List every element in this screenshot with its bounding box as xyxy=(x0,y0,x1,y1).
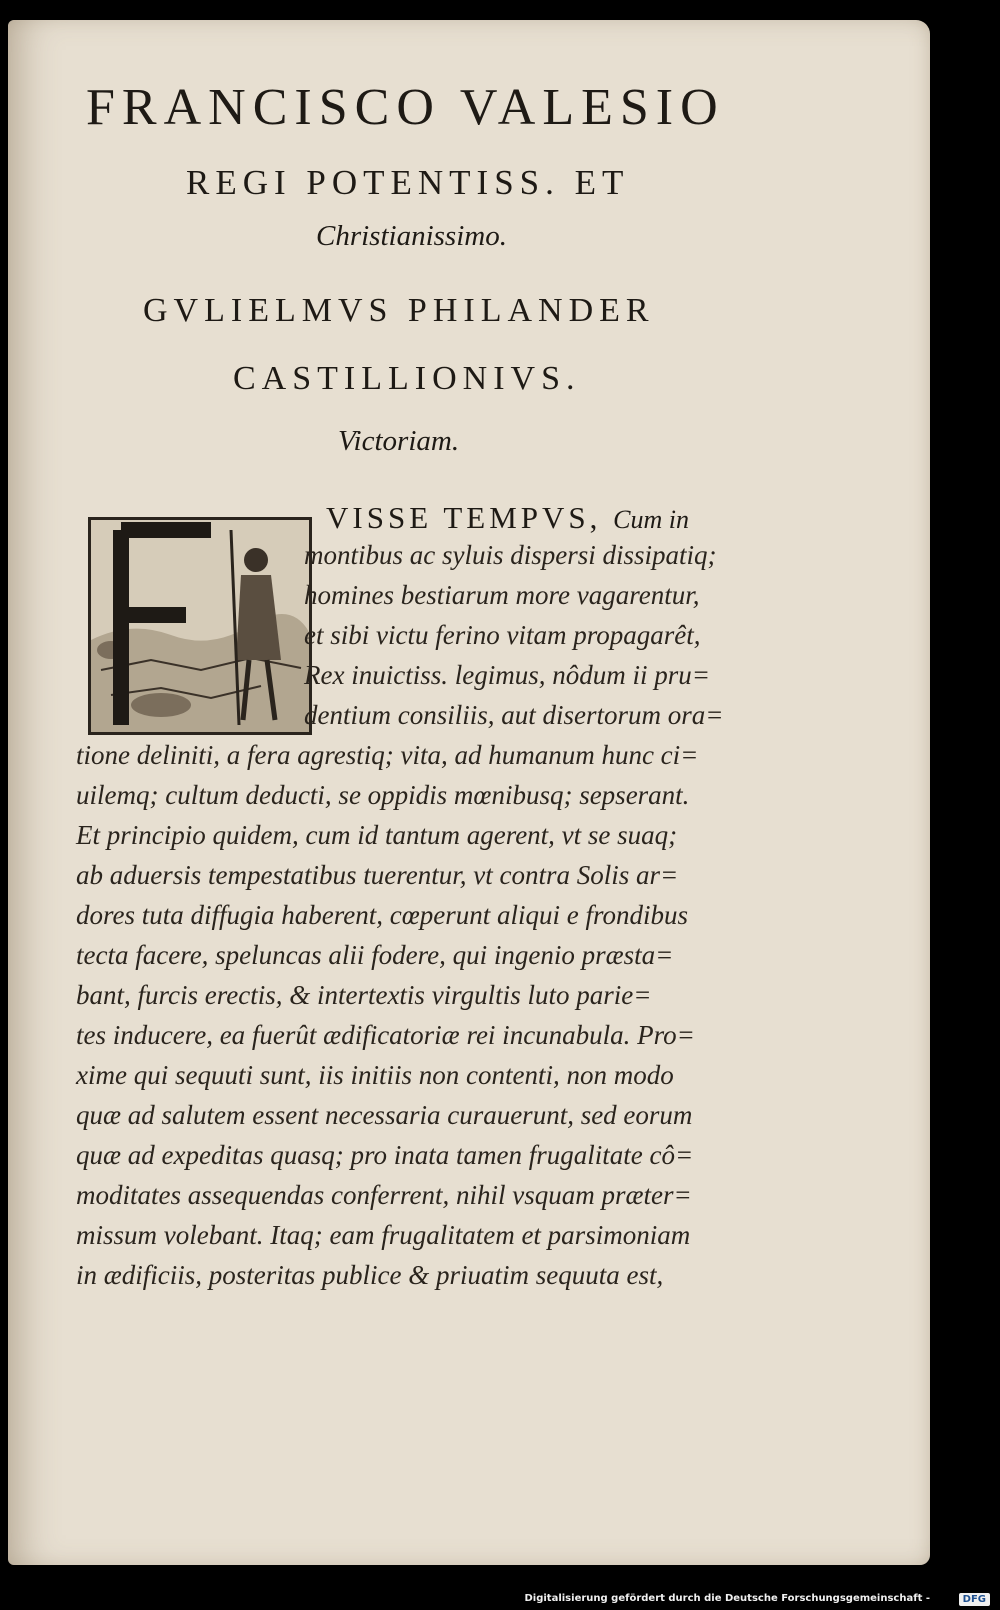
text-line: bant, furcis erectis, & intertextis virgultis luto parie= xyxy=(76,980,652,1010)
heading-line-5: CASTILLIONIVS. xyxy=(233,360,581,397)
text-line: dentium consiliis, aut disertorum ora= xyxy=(304,700,724,730)
text-line: quæ ad expeditas quasq; pro inata tamen frugalitate cô= xyxy=(76,1140,694,1170)
text-line: tione deliniti, a fera agrestiq; vita, ad humanum hunc ci= xyxy=(76,740,699,770)
dfg-logo: DFG xyxy=(959,1593,990,1606)
lead-caps: VISSE TEMPVS, xyxy=(326,500,602,535)
heading-line-1: FRANCISCO VALESIO xyxy=(86,79,725,136)
text-line: xime qui sequuti sunt, iis initiis non contenti, non modo xyxy=(76,1060,674,1090)
woodcut-initial-icon xyxy=(88,517,312,735)
text-line: Et principio quidem, cum id tantum agerent, vt se suaq; xyxy=(76,820,678,850)
digitization-credit: Digitalisierung gefördert durch die Deutsche Forschungsgemeinschaft - xyxy=(524,1593,930,1604)
text-line: moditates assequendas conferrent, nihil vsquam præter= xyxy=(76,1180,692,1210)
lead-line xyxy=(326,500,689,536)
text-line: et sibi victu ferino vitam propagarêt, xyxy=(304,620,701,650)
text-line: quæ ad salutem essent necessaria curauerunt, sed eorum xyxy=(76,1100,693,1130)
text-line: ab aduersis tempestatibus tuerentur, vt contra Solis ar= xyxy=(76,860,679,890)
heading-line-4: GVLIELMVS PHILANDER xyxy=(143,292,655,329)
lead-rest: Cum in xyxy=(613,505,689,534)
text-line: dores tuta diffugia haberent, cœperunt aliqui e frondibus xyxy=(76,900,688,930)
book-page xyxy=(8,20,930,1565)
text-line: in ædificiis, posteritas publice & priuatim sequuta est, xyxy=(76,1260,664,1290)
text-line: tes inducere, ea fuerût ædificatoriæ rei incunabula. Pro= xyxy=(76,1020,695,1050)
text-line: montibus ac syluis dispersi dissipatiq; xyxy=(304,540,717,570)
text-line: Rex inuictiss. legimus, nôdum ii pru= xyxy=(304,660,710,690)
text-line: uilemq; cultum deducti, se oppidis mœnibusq; sepserant. xyxy=(76,780,690,810)
text-line: tecta facere, speluncas alii fodere, qui ingenio præsta= xyxy=(76,940,674,970)
text-line: homines bestiarum more vagarentur, xyxy=(304,580,700,610)
heading-line-2: REGI POTENTISS. ET xyxy=(186,163,630,202)
text-line: missum volebant. Itaq; eam frugalitatem et parsimoniam xyxy=(76,1220,691,1250)
heading-line-3: Christianissimo. xyxy=(316,220,507,252)
heading-line-6: Victoriam. xyxy=(338,425,460,457)
